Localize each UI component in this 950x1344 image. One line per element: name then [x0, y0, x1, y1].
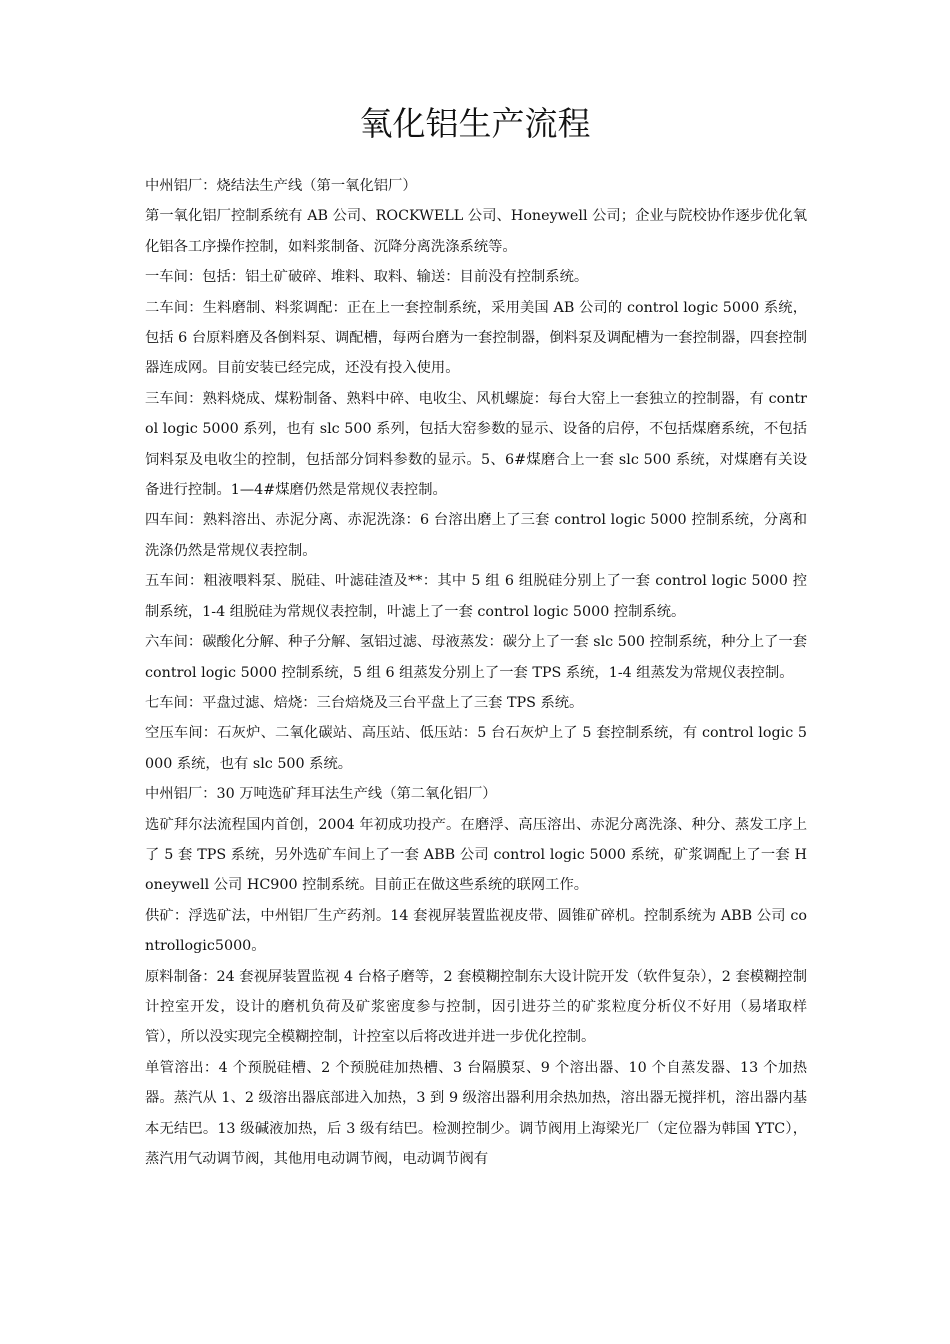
paragraph-workshop-1: 一车间：包括：铝土矿破碎、堆料、取料、输送：目前没有控制系统。	[145, 269, 589, 286]
paragraph-workshop-4: 四车间：熟料溶出、赤泥分离、赤泥洗涤：6 台溶出磨上了三套 control logic 5000 控制系统，分离和洗涤仍然是常规仪表控制。	[145, 512, 807, 559]
paragraph-air-compressor-workshop: 空压车间：石灰炉、二氧化碳站、高压站、低压站：5 台石灰炉上了 5 套控制系统，有 control logic 5000 系统，也有 slc 500 系统。	[145, 725, 807, 772]
paragraph-ore-supply: 供矿：浮选矿法，中州铝厂生产药剂。14 套视屏装置监视皮带、圆锥矿碎机。控制系统为 ABB 公司 controllogic5000。	[145, 907, 807, 955]
paragraph-single-tube-digestion: 单管溶出：4 个预脱硅槽、2 个预脱硅加热槽、3 台隔膜泵、9 个溶出器、10 个自蒸发器、13 个加热器。蒸汽从 1、2 级溶出器底部进入加热，3 到 9 级溶出器利用余热加热，溶出器无搅拌机，溶出器内基本无结巴。13 级碱液加热，后 3 级有结巴。检测控制少。调节阀用上海梁光厂（定位器为韩国 YTC），蒸汽用气动调节阀，其他用电动调节阀，电动调节阀有	[145, 1059, 807, 1167]
paragraph-workshop-6: 六车间：碳酸化分解、种子分解、氢铝过滤、母液蒸发：碳分上了一套 slc 500 控制系统，种分上了一套 control logic 5000 控制系统，5 组 6 组蒸发分别上了一套 TPS 系统，1-4 组蒸发为常规仪表控制。	[145, 634, 807, 681]
paragraph-workshop-3: 三车间：熟料烧成、煤粉制备、熟料中碎、电收尘、风机螺旋：每台大窑上一套独立的控制器，有 control logic 5000 系列，也有 slc 500 系列，包括大窑参数的显示、设备的启停，不包括煤磨系统，不包括饲料泵及电收尘的控制，包括部分饲料参数的显示。5、6#煤磨合上一套 slc 500 系统，对煤磨有关设备进行控制。1—4#煤磨仍然是常规仪表控制。	[145, 390, 807, 499]
paragraph-factory-1-heading: 中州铝厂：烧结法生产线（第一氧化铝厂）	[145, 178, 417, 194]
paragraph-bayer-process: 选矿拜尔法流程国内首创，2004 年初成功投产。在磨浮、高压溶出、赤泥分离洗涤、种分、蒸发工序上了 5 套 TPS 系统，另外选矿车间上了一套 ABB 公司 control logic 5000 系统，矿浆调配上了一套 Honeywell 公司 HC900 控制系统。目前正在做这些系统的联网工作。	[145, 816, 807, 894]
paragraph-workshop-5: 五车间：粗液喂料泵、脱硅、叶滤硅渣及**：其中 5 组 6 组脱硅分别上了一套 control logic 5000 控制系统，1-4 组脱硅为常规仪表控制，叶滤上了一套 control logic 5000 控制系统。	[145, 573, 807, 620]
paragraph-workshop-7: 七车间：平盘过滤、焙烧：三台焙烧及三台平盘上了三套 TPS 系统。	[145, 694, 584, 711]
paragraph-control-systems: 第一氧化铝厂控制系统有 AB 公司、ROCKWELL 公司、Honeywell 公司；企业与院校协作逐步优化氧化铝各工序操作控制，如料浆制备、沉降分离洗涤系统等。	[145, 208, 807, 255]
document-title: 氧化铝生产流程	[359, 104, 591, 143]
document-body	[145, 171, 807, 1174]
paragraph-factory-2-heading: 中州铝厂：30 万吨选矿拜耳法生产线（第二氧化铝厂）	[145, 786, 497, 803]
paragraph-workshop-2: 二车间：生料磨制、料浆调配：正在上一套控制系统，采用美国 AB 公司的 control logic 5000 系统，包括 6 台原料磨及各倒料泵、调配槽，每两台磨为一套控制器，倒料泵及调配槽为一套控制器，四套控制器连成网。目前安装已经完成，还没有投入使用。	[145, 299, 807, 377]
paragraph-raw-material-prep: 原料制备：24 套视屏装置监视 4 台格子磨等，2 套模糊控制东大设计院开发（软件复杂），2 套模糊控制计控室开发，设计的磨机负荷及矿浆密度参与控制，因引进芬兰的矿浆粒度分析仪不好用（易堵取样管），所以没实现完全模糊控制，计控室以后将改进并进一步优化控制。	[145, 968, 807, 1046]
